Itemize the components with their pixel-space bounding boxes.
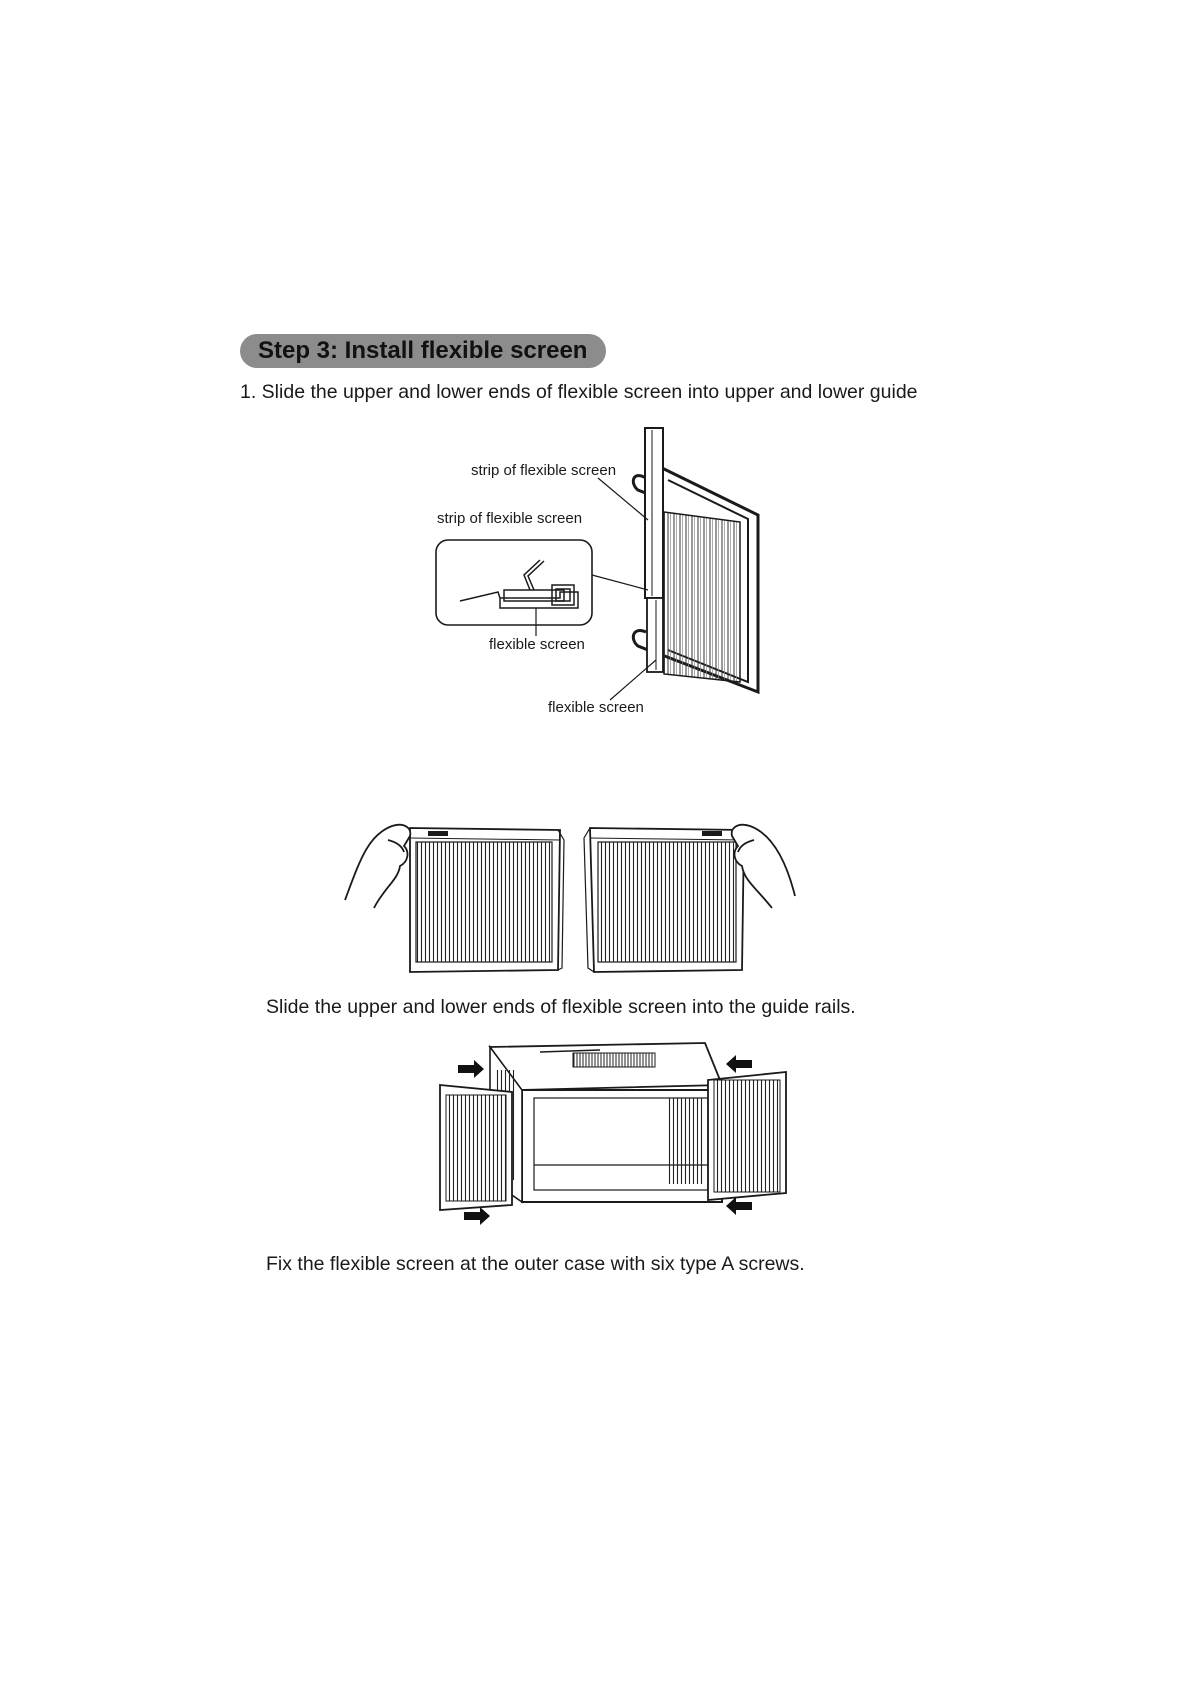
rail-profile bbox=[460, 560, 578, 608]
diagram-outer-case bbox=[490, 1043, 722, 1202]
leader-strip-top bbox=[598, 478, 648, 520]
left-screen-panel bbox=[440, 1085, 512, 1210]
arrow-icon bbox=[726, 1055, 752, 1073]
label-strip-of-flexible-screen-top: strip of flexible screen bbox=[471, 462, 617, 479]
label-flexible-screen-inset: flexible screen bbox=[489, 636, 585, 653]
right-screen-panel bbox=[708, 1072, 786, 1200]
strip-bar bbox=[645, 428, 663, 598]
arrow-icon bbox=[464, 1207, 490, 1225]
diagram-right-panel bbox=[584, 828, 744, 972]
leader-flex-bottom bbox=[610, 660, 656, 700]
leader-inset-to-strip bbox=[592, 575, 648, 590]
diagram-left-panel bbox=[410, 828, 564, 972]
label-strip-of-flexible-screen-inset: strip of flexible screen bbox=[437, 510, 583, 527]
arrow-icon bbox=[458, 1060, 484, 1078]
step-title: Step 3: Install flexible screen bbox=[258, 337, 588, 364]
instruction-2: Slide the upper and lower ends of flexible screen into the guide rails. bbox=[266, 996, 856, 1018]
instruction-1: 1. Slide the upper and lower ends of flexible screen into upper and lower guide bbox=[240, 381, 918, 403]
lower-hook bbox=[633, 631, 648, 650]
instruction-3: Fix the flexible screen at the outer case with six type A screws. bbox=[266, 1253, 805, 1275]
detail-inset-box bbox=[436, 540, 592, 625]
hand-icon bbox=[345, 825, 410, 908]
arrow-icon bbox=[726, 1197, 752, 1215]
diagram-guide-detail bbox=[436, 428, 758, 700]
label-flexible-screen-bottom: flexible screen bbox=[548, 699, 644, 716]
pleated-screen-panel bbox=[664, 512, 740, 682]
